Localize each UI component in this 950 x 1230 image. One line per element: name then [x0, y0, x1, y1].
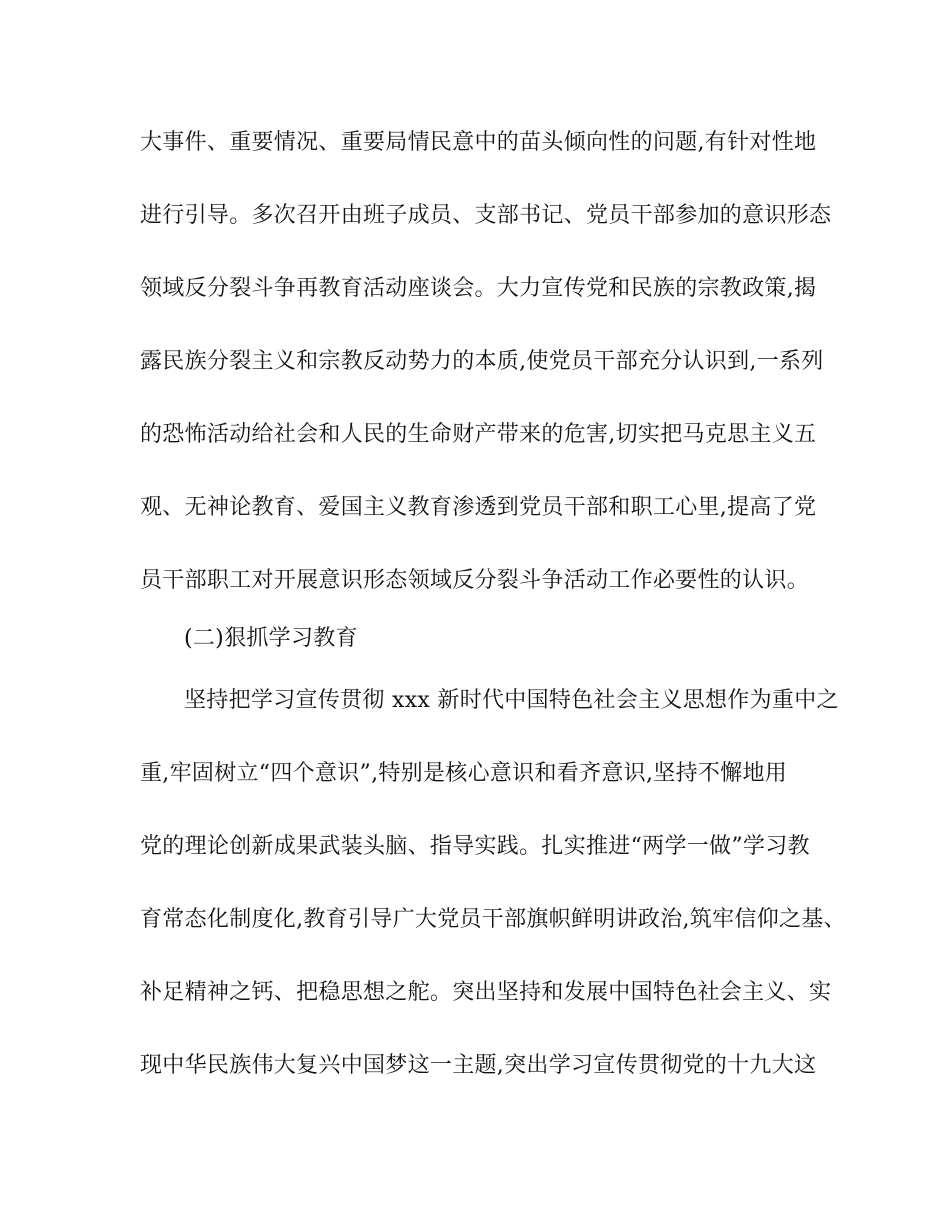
paragraph-line-14: 现中华民族伟大复兴中国梦这一主题,突出学习宣传贯彻党的十九大这: [140, 1053, 817, 1078]
paragraph-line-13: 补足精神之钙、把稳思想之舵。突出坚持和发展中国特色社会主义、实: [140, 980, 832, 1005]
paragraph-line-1: 大事件、重要情况、重要局情民意中的苗头倾向性的问题,有针对性地: [140, 130, 817, 155]
paragraph-line-11: 党的理论创新成果武装头脑、指导实践。扎实推进“两学一做”学习教: [140, 834, 810, 859]
paragraph-line-3: 领域反分裂斗争再教育活动座谈会。大力宣传党和民族的宗教政策,揭: [140, 276, 817, 301]
paragraph-line-7: 员干部职工对开展意识形态领域反分裂斗争活动工作必要性的认识。: [140, 568, 810, 593]
section-heading: (二)狠抓学习教育: [184, 626, 358, 651]
paragraph-line-9: 坚持把学习宣传贯彻 xxx 新时代中国特色社会主义思想作为重中之: [184, 688, 839, 713]
paragraph-line-4: 露民族分裂主义和宗教反动势力的本质,使党员干部充分认识到,一系列: [140, 349, 824, 374]
paragraph-line-2: 进行引导。多次召开由班子成员、支部书记、党员干部参加的意识形态: [140, 203, 832, 228]
paragraph-line-10: 重,牢固树立“四个意识”,特别是核心意识和看齐意识,坚持不懈地用: [140, 761, 788, 786]
paragraph-line-6: 观、无神论教育、爱国主义教育渗透到党员干部和职工心里,提高了党: [140, 495, 817, 520]
paragraph-line-5: 的恐怖活动给社会和人民的生命财产带来的危害,切实把马克思主义五: [140, 422, 817, 447]
paragraph-line-12: 育常态化制度化,教育引导广大党员干部旗帜鲜明讲政治,筑牢信仰之基、: [140, 907, 846, 932]
